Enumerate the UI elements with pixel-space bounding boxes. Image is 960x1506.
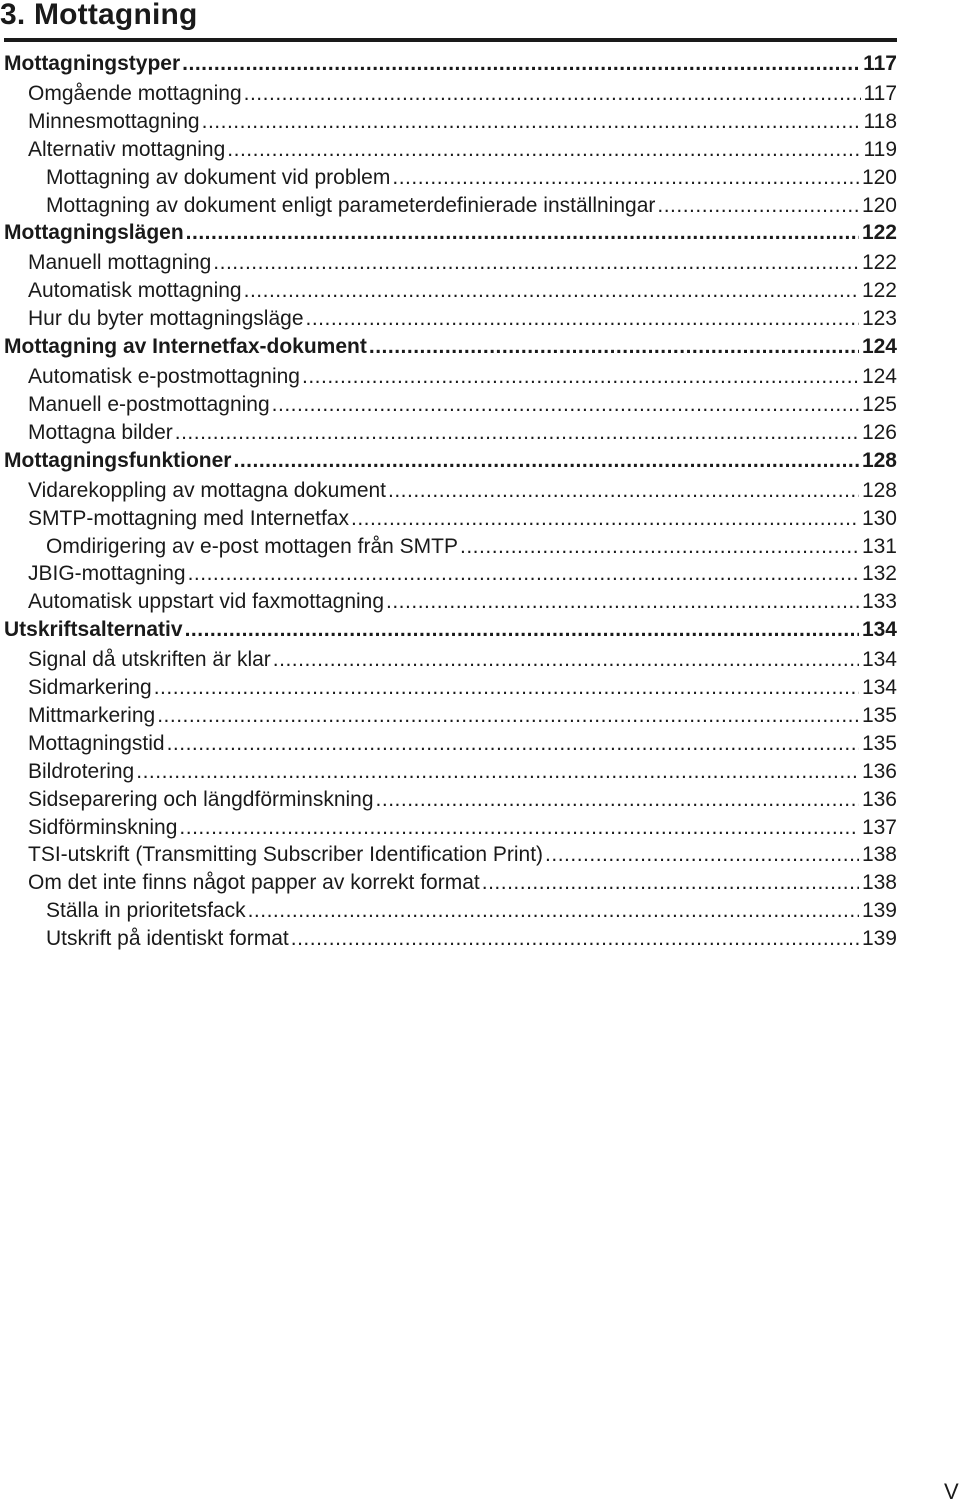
toc-entry-label: Mottagningstid <box>28 731 165 755</box>
toc-entry[interactable] <box>0 106 897 134</box>
toc-dot-leader <box>291 923 859 954</box>
toc-dot-leader <box>179 812 859 843</box>
toc-dot-leader <box>351 503 859 534</box>
toc-entry-line <box>28 672 897 703</box>
toc-entry-page-number: 126 <box>861 420 897 444</box>
page-folio: V <box>944 1479 959 1504</box>
toc-dot-leader <box>202 106 861 137</box>
toc-entry[interactable] <box>0 247 897 275</box>
toc-entry-page-number: 118 <box>863 109 897 133</box>
toc-entry[interactable] <box>0 614 897 644</box>
toc-entry-label: Vidarekoppling av mottagna dokument <box>28 478 387 502</box>
toc-entry-page-number: 135 <box>861 704 897 728</box>
toc-entry[interactable] <box>0 756 897 784</box>
toc-entry-page-number: 122 <box>861 251 897 275</box>
toc-entry-line <box>28 247 897 278</box>
toc-dot-leader <box>272 389 859 420</box>
toc-entry[interactable] <box>0 531 897 559</box>
toc-entry-line <box>28 812 897 843</box>
toc-entry-label: Sidförminskning <box>28 815 178 839</box>
toc-entry-page-number: 136 <box>861 787 897 811</box>
toc-entry-label: Bildrotering <box>28 759 135 783</box>
toc-entry-line <box>4 331 897 363</box>
toc-entry[interactable] <box>0 217 897 247</box>
toc-dot-leader <box>182 48 860 80</box>
toc-dot-leader <box>386 586 859 617</box>
toc-dot-leader <box>244 275 859 306</box>
toc-entry-label: Mottagningslägen <box>4 221 184 245</box>
toc-entry-line <box>28 78 897 109</box>
toc-entry-page-number: 128 <box>861 448 897 472</box>
toc-entry-page-number: 120 <box>861 193 897 217</box>
toc-dot-leader <box>175 417 859 448</box>
toc-entry-page-number: 133 <box>861 590 897 614</box>
toc-entry-label: JBIG-mottagning <box>28 562 186 586</box>
toc-dot-leader <box>302 361 859 392</box>
toc-entry-line <box>4 614 897 646</box>
toc-entry-label: Alternativ mottagning <box>28 137 226 161</box>
toc-entry[interactable] <box>0 839 897 867</box>
toc-entry[interactable] <box>0 389 897 417</box>
toc-dot-leader <box>248 895 859 926</box>
toc-entry-page-number: 138 <box>861 843 897 867</box>
toc-entry[interactable] <box>0 48 897 78</box>
toc-entry-label: Signal då utskriften är klar <box>28 648 271 672</box>
toc-entry-label: TSI-utskrift (Transmitting Subscriber Identification Print) <box>28 843 544 867</box>
toc-dot-leader <box>185 614 859 646</box>
toc-dot-leader <box>213 247 859 278</box>
toc-dot-leader <box>186 217 859 249</box>
toc-entry[interactable] <box>0 700 897 728</box>
toc-entry[interactable] <box>0 275 897 303</box>
toc-entry-line <box>28 586 897 617</box>
toc-dot-leader <box>273 644 859 675</box>
toc-entry[interactable] <box>0 895 897 923</box>
toc-entry-line <box>46 162 897 193</box>
toc-entry-label: Mittmarkering <box>28 704 156 728</box>
toc-entry-page-number: 124 <box>861 365 897 389</box>
toc-entry-line <box>4 445 897 477</box>
toc-dot-leader <box>376 784 859 815</box>
toc-entry[interactable] <box>0 503 897 531</box>
toc-entry[interactable] <box>0 867 897 895</box>
toc-entry-line <box>28 503 897 534</box>
toc-entry[interactable] <box>0 134 897 162</box>
toc-entry[interactable] <box>0 586 897 614</box>
toc-entry-page-number: 131 <box>861 534 897 558</box>
toc-entry-label: Sidmarkering <box>28 676 152 700</box>
toc-entry-page-number: 125 <box>861 393 897 417</box>
toc-dot-leader <box>369 331 859 363</box>
title-rule <box>4 38 897 42</box>
toc-entry-label: SMTP-mottagning med Internetfax <box>28 506 349 530</box>
toc-entry-label: Minnesmottagning <box>28 109 200 133</box>
toc-entry-page-number: 138 <box>861 871 897 895</box>
toc-entry-label: Automatisk uppstart vid faxmottagning <box>28 590 385 614</box>
toc-entry-page-number: 137 <box>861 815 897 839</box>
toc-entry-page-number: 122 <box>861 221 897 245</box>
toc-entry-page-number: 128 <box>861 478 897 502</box>
toc-entry[interactable] <box>0 784 897 812</box>
toc-dot-leader <box>136 756 859 787</box>
toc-entry[interactable] <box>0 644 897 672</box>
toc-entry-line <box>28 839 897 870</box>
toc-dot-leader <box>388 475 859 506</box>
chapter-title: 3. Mottagning <box>0 0 198 31</box>
toc-entry-label: Mottagningstyper <box>4 52 181 75</box>
toc-entry-page-number: 139 <box>861 899 897 923</box>
toc-entry-label: Om det inte finns något papper av korrekt format <box>28 871 480 895</box>
toc-entry-page-number: 122 <box>861 279 897 303</box>
toc-entry[interactable] <box>0 361 897 389</box>
toc-entry-label: Automatisk e-postmottagning <box>28 365 300 389</box>
toc-entry-line <box>28 700 897 731</box>
toc-entry-label: Automatisk mottagning <box>28 279 242 303</box>
toc-dot-leader <box>167 728 859 759</box>
toc-dot-leader <box>188 558 859 589</box>
toc-entry[interactable] <box>0 331 897 361</box>
toc-entry-line <box>28 644 897 675</box>
toc-dot-leader <box>154 672 859 703</box>
toc-entry-line <box>28 756 897 787</box>
toc-entry-line <box>28 867 897 898</box>
toc-entry-line <box>28 558 897 589</box>
toc-entry-page-number: 117 <box>863 52 897 75</box>
toc-entry-line <box>28 475 897 506</box>
toc-entry-label: Mottagningsfunktioner <box>4 448 232 472</box>
toc-entry-label: Hur du byter mottagningsläge <box>28 307 304 331</box>
toc-entry-line <box>46 531 897 562</box>
toc-entry-page-number: 139 <box>861 927 897 951</box>
toc-dot-leader <box>657 190 859 221</box>
toc-entry-page-number: 119 <box>863 137 897 161</box>
toc-entry-label: Mottagning av Internetfax-dokument <box>4 335 367 359</box>
toc-entry-page-number: 134 <box>861 676 897 700</box>
toc-entry-label: Utskriftsalternativ <box>4 618 183 642</box>
toc-dot-leader <box>482 867 859 898</box>
toc-entry-label: Omdirigering av e-post mottagen från SMTP <box>46 534 459 558</box>
toc-entry[interactable] <box>0 923 897 951</box>
toc-entry-page-number: 134 <box>861 648 897 672</box>
toc-dot-leader <box>392 162 859 193</box>
toc-entry-line <box>28 106 897 137</box>
toc-entry-label: Mottagning av dokument enligt parameterdefinierade inställningar <box>46 193 656 217</box>
toc-dot-leader <box>460 531 859 562</box>
toc-entry-line <box>28 417 897 448</box>
toc-entry[interactable] <box>0 190 897 218</box>
toc-entry[interactable] <box>0 303 897 331</box>
toc-entry-label: Mottagning av dokument vid problem <box>46 165 391 189</box>
toc-dot-leader <box>227 134 860 165</box>
toc-dot-leader <box>306 303 859 334</box>
toc-dot-leader <box>244 78 861 109</box>
toc-entry-line <box>28 275 897 306</box>
toc-entry-page-number: 123 <box>861 307 897 331</box>
toc-dot-leader <box>157 700 859 731</box>
toc-entry-label: Utskrift på identiskt format <box>46 927 289 951</box>
toc-entry[interactable] <box>0 417 897 445</box>
toc-entry-line <box>46 190 897 221</box>
toc-entry[interactable] <box>0 728 897 756</box>
toc-entry[interactable] <box>0 812 897 840</box>
toc-entry-label: Omgående mottagning <box>28 82 242 105</box>
toc-entry-page-number: 120 <box>861 165 897 189</box>
toc-entry-label: Manuell mottagning <box>28 251 212 275</box>
toc-entry[interactable] <box>0 78 897 106</box>
toc-entry[interactable] <box>0 162 897 190</box>
toc-entry[interactable] <box>0 558 897 586</box>
toc-entry-line <box>28 361 897 392</box>
toc-entry-line <box>46 895 897 926</box>
toc-entry-page-number: 124 <box>861 335 897 359</box>
toc-entry-label: Ställa in prioritetsfack <box>46 899 246 923</box>
toc-entry-page-number: 136 <box>861 759 897 783</box>
toc-entry-label: Mottagna bilder <box>28 420 173 444</box>
toc-dot-leader <box>233 445 858 477</box>
toc-entry-line <box>28 389 897 420</box>
toc-entry[interactable] <box>0 475 897 503</box>
toc-entry-label: Sidseparering och längdförminskning <box>28 787 374 811</box>
toc-entry-page-number: 135 <box>861 731 897 755</box>
toc-entry-line <box>28 303 897 334</box>
toc-entry[interactable] <box>0 445 897 475</box>
toc-entry-page-number: 132 <box>861 562 897 586</box>
toc-entry-line <box>28 784 897 815</box>
toc-entry-page-number: 130 <box>861 506 897 530</box>
table-of-contents <box>0 48 897 951</box>
toc-entry-line <box>28 728 897 759</box>
toc-entry-line <box>28 134 897 165</box>
toc-entry[interactable] <box>0 672 897 700</box>
toc-entry-line <box>4 48 897 80</box>
toc-entry-line <box>46 923 897 954</box>
toc-entry-page-number: 134 <box>861 618 897 642</box>
toc-entry-page-number: 117 <box>863 82 897 105</box>
toc-entry-line <box>4 217 897 249</box>
toc-entry-label: Manuell e-postmottagning <box>28 393 270 417</box>
toc-dot-leader <box>545 839 859 870</box>
